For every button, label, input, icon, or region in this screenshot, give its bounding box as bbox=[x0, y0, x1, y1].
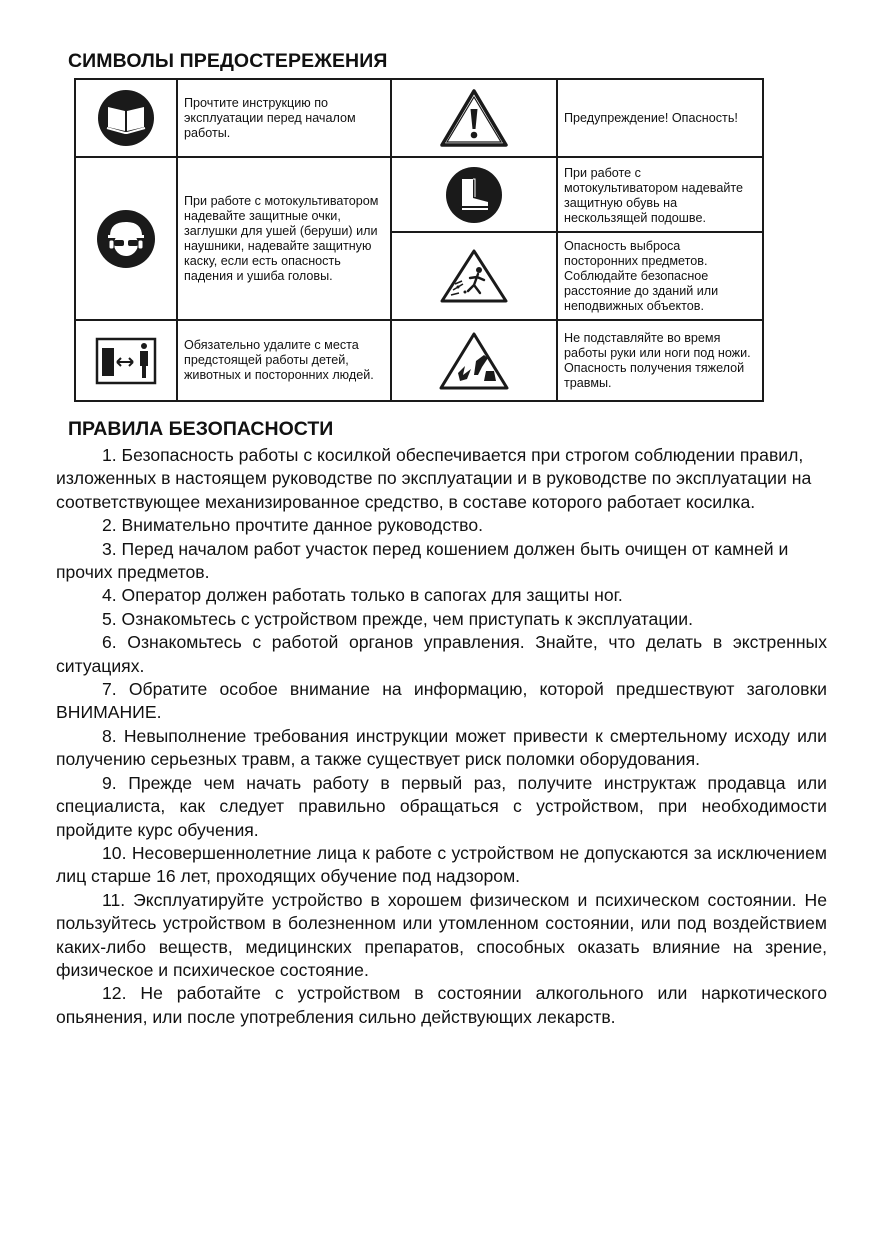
rule-9: 9. Прежде чем начать работу в первый раз, получите инструктаж продавца или специалиста, как следует правильно обращаться с устройством, при необходимости пройдите курс обучения. bbox=[56, 772, 827, 840]
exclamation-warning-icon bbox=[439, 88, 509, 148]
keep-away-text: Обязательно удалите с места предстоящей работы детей, животных и посторонних людей. bbox=[177, 320, 391, 401]
rule-7: 7. Обратите особое внимание на информацию, которой предшествуют заголовки ВНИМАНИЕ. bbox=[56, 679, 827, 723]
warning-icon-cell bbox=[391, 79, 557, 157]
symbols-heading: СИМВОЛЫ ПРЕДОСТЕРЕЖЕНИЯ bbox=[68, 50, 388, 72]
rule-2: 2. Внимательно прочтите данное руководство. bbox=[102, 515, 484, 536]
rule-6: 6. Ознакомьтесь с работой органов управления. Знайте, что делать в экстренных ситуациях. bbox=[56, 632, 827, 676]
boots-icon bbox=[445, 166, 503, 224]
rule-11: 11. Эксплуатируйте устройство в хорошем физическом и психическом состоянии. Не пользуйтесь устройством в болезненном или утомленном состоянии, или под воздействием каких-либо веществ, медицинских препаратов, способных оказать влияние на зрение, физическое и психическое состояние. bbox=[56, 889, 827, 980]
blade-hazard-icon bbox=[438, 331, 510, 391]
keep-away-icon-cell bbox=[75, 320, 177, 401]
debris-hazard-icon bbox=[439, 248, 509, 304]
protective-gear-icon-cell bbox=[75, 157, 177, 320]
blades-text: Не подставляйте во время работы руки или ноги под ножи. Опасность получения тяжелой травмы. bbox=[557, 320, 763, 401]
rule-1: 1. Безопасность работы с косилкой обеспечивается при строгом соблюдении правил, изложенных в настоящем руководстве по эксплуатации и в руководстве по эксплуатации на соответствующее механизированное средство, в составе которого работает косилка. bbox=[56, 445, 812, 512]
boots-text: При работе с мотокультиватором надевайте защитную обувь на нескользящей подошве. bbox=[557, 157, 763, 231]
rules-heading: ПРАВИЛА БЕЗОПАСНОСТИ bbox=[68, 418, 334, 440]
keep-distance-icon bbox=[94, 336, 158, 386]
debris-icon-cell bbox=[391, 232, 557, 321]
rule-8: 8. Невыполнение требования инструкции может привести к смертельному исходу или получению серьезных травм, а также существует риск поломки оборудования. bbox=[56, 725, 827, 770]
debris-text: Опасность выброса посторонних предметов. Соблюдайте безопасное расстояние до зданий или неподвижных объектов. bbox=[557, 232, 763, 321]
read-manual-icon-cell bbox=[75, 79, 177, 157]
protective-gear-text: При работе с мотокультиватором надевайте защитные очки, заглушки для ушей (беруши) или наушники, надевайте защитную каску, если есть опасность падения и ушиба головы. bbox=[177, 157, 391, 320]
rule-4: 4. Оператор должен работать только в сапогах для защиты ног. bbox=[102, 585, 623, 606]
rule-12: 12. Не работайте с устройством в состоянии алкогольного или наркотического опьянения, или после употребления сильно действующих лекарств. bbox=[56, 983, 827, 1027]
warning-symbols-table bbox=[74, 78, 764, 402]
rule-5: 5. Ознакомьтесь с устройством прежде, чем приступать к эксплуатации. bbox=[102, 608, 693, 629]
warning-text: Предупреждение! Опасность! bbox=[557, 79, 763, 157]
rule-10: 10. Несовершеннолетние лица к работе с устройством не допускаются за исключением лиц старше 16 лет, проходящих обучение под надзором. bbox=[56, 842, 827, 887]
read-manual-text: Прочтите инструкцию по эксплуатации перед началом работы. bbox=[177, 79, 391, 157]
protective-gear-icon bbox=[96, 209, 156, 269]
boots-icon-cell bbox=[391, 157, 557, 231]
read-manual-icon bbox=[97, 89, 155, 147]
safety-rules bbox=[56, 444, 827, 1029]
blades-icon-cell bbox=[391, 320, 557, 401]
rule-3: 3. Перед началом работ участок перед кошением должен быть очищен от камней и прочих предметов. bbox=[56, 538, 789, 583]
